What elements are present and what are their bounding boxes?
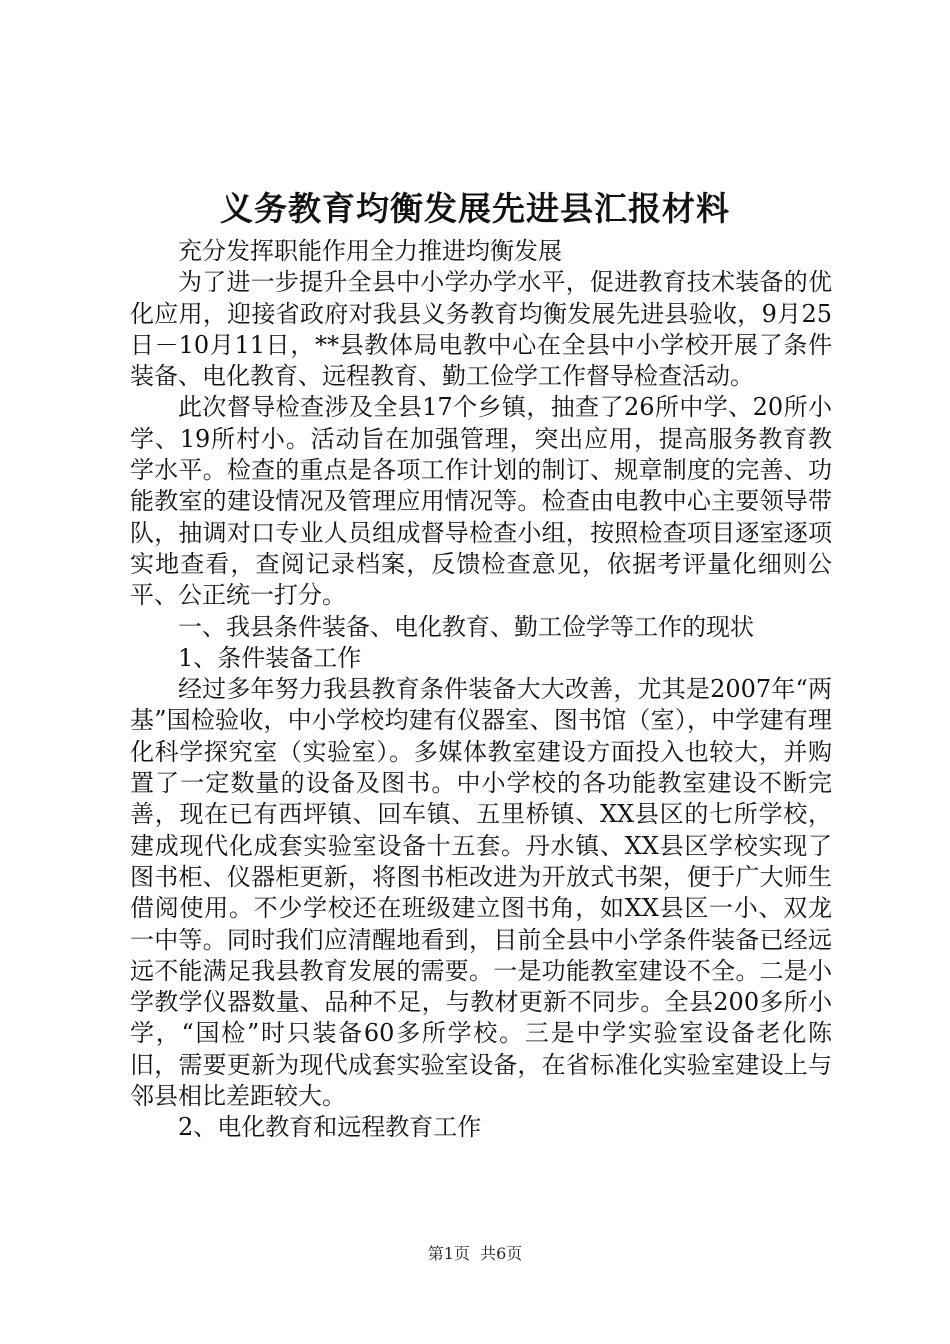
page-number: 第1页: [427, 1244, 470, 1263]
page-footer: [0, 1243, 950, 1265]
document-title: 义务教育均衡发展先进县汇报材料: [220, 189, 730, 228]
inspection-paragraph: 此次督导检查涉及全县17个乡镇，抽查了26所中学、20所小学、19所村小。活动旨在加强管理，突出应用，提高服务教育教学水平。检查的重点是各项工作计划的制订、规章制度的完善、功能教室的建设情况及管理应用情况等。检查由电教中心主要领导带队，抽调对口专业人员组成督导检查小组，按照检查项目逐室逐项实地查看，查阅记录档案，反馈检查意见，依据考评量化细则公平、公正统一打分。: [130, 393, 832, 610]
subsection-heading-1: 1、条件装备工作: [178, 643, 362, 672]
page-total: 共6页: [480, 1244, 523, 1263]
document-body: [130, 236, 832, 1144]
subtitle-paragraph: 充分发挥职能作用全力推进均衡发展: [178, 237, 562, 265]
intro-paragraph: 为了进一步提升全县中小学办学水平，促进教育技术装备的优化应用，迎接省政府对我县义务教育均衡发展先进县验收，9月25日－10月11日，**县教体局电教中心在全县中小学校开展了条件装备、电化教育、远程教育、勤工俭学工作督导检查活动。: [130, 268, 832, 391]
section-heading-1: 一、我县条件装备、电化教育、勤工俭学等工作的现状: [178, 612, 754, 641]
subsection-heading-2: 2、电化教育和远程教育工作: [178, 1113, 482, 1142]
equipment-paragraph: 经过多年努力我县教育条件装备大大改善，尤其是2007年“两基”国检验收，中小学校均建有仪器室、图书馆（室），中学建有理化科学探究室（实验室）。多媒体教室建设方面投入也较大，并购置了一定数量的设备及图书。中小学校的各功能教室建设不断完善，现在已有西坪镇、回车镇、五里桥镇、XX县区的七所学校，建成现代化成套实验室设备十五套。丹水镇、XX县区学校实现了图书柜、仪器柜更新，将图书柜改进为开放式书架，便于广大师生借阅使用。不少学校还在班级建立图书角，如XX县区一小、双龙一中等。同时我们应清醒地看到，目前全县中小学条件装备已经远远不能满足我县教育发展的需要。一是功能教室建设不全。二是小学教学仪器数量、品种不足，与教材更新不同步。全县200多所小学，“国检”时只装备60多所学校。三是中学实验室设备老化陈旧，需要更新为现代成套实验室设备，在省标准化实验室建设上与邻县相比差距较大。: [130, 675, 832, 1111]
